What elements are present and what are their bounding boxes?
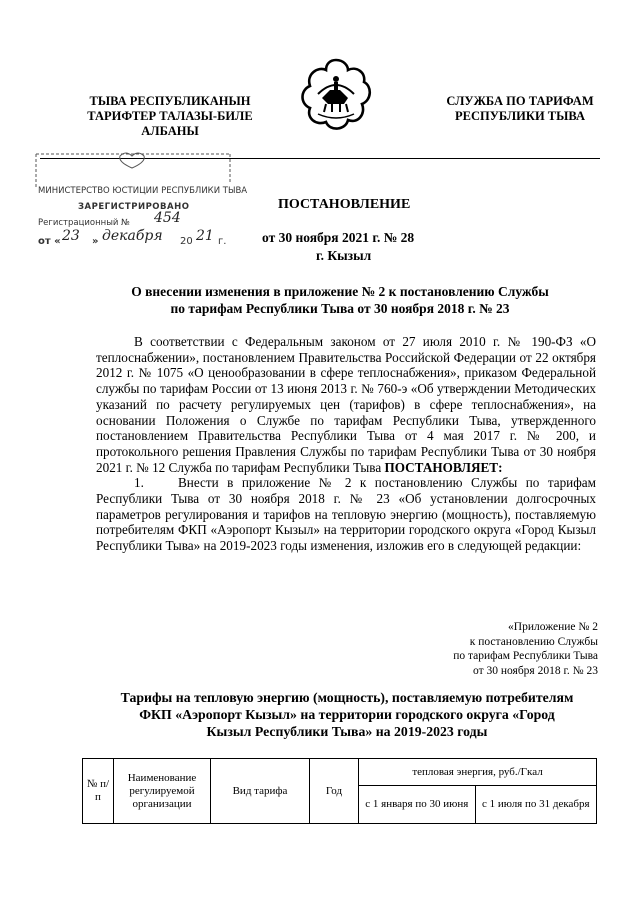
header-col-period-1: с 1 января по 30 июня <box>359 786 476 824</box>
appendix-line-2: к постановлению Службы <box>469 635 598 648</box>
header-col-period-2: с 1 июля по 31 декабря <box>475 786 596 824</box>
header-right <box>420 94 620 124</box>
document-title: ПОСТАНОВЛЕНИЕ <box>278 197 411 212</box>
table-title <box>82 689 612 740</box>
item-1-number: 1. <box>134 475 144 491</box>
subject-line-2: по тарифам Республики Тыва от 30 ноября 2018 г. № 23 <box>170 301 510 316</box>
header-col-tariff-type: Вид тарифа <box>211 759 310 824</box>
header-col-year: Год <box>310 759 359 824</box>
stamp-month: декабря <box>102 228 163 244</box>
header-left <box>70 94 270 139</box>
header-col-number: № п/п <box>83 759 114 824</box>
stamp-ministry: МИНИСТЕРСТВО ЮСТИЦИИ РЕСПУБЛИКИ ТЫВА <box>38 186 248 196</box>
subject-line-1: О внесении изменения в приложение № 2 к постановлению Службы <box>131 284 549 299</box>
preamble-paragraph <box>96 334 596 475</box>
header-left-line-3: АЛБАНЫ <box>141 124 199 138</box>
table-title-line-1: Тарифы на тепловую энергию (мощность), поставляемую потребителям <box>120 690 574 705</box>
table-title-line-3: Кызыл Республики Тыва» на 2019-2023 годы <box>206 724 488 739</box>
stamp-reg-number: 454 <box>154 210 181 226</box>
stamp-date-prefix: от « <box>38 236 61 247</box>
stamp-year-suffix: г. <box>218 236 227 247</box>
tariff-table <box>82 758 597 824</box>
stamp-year-prefix: 20 <box>180 236 193 247</box>
appendix-line-3: по тарифам Республики Тыва <box>453 650 598 662</box>
document-city: г. Кызыл <box>316 248 372 263</box>
document-body <box>96 334 596 554</box>
appendix-line-1: «Приложение № 2 <box>508 621 598 633</box>
tuva-emblem-icon <box>300 56 372 136</box>
header-col-heat-energy: тепловая энергия, руб./Гкал <box>359 759 597 786</box>
table-title-line-2: ФКП «Аэропорт Кызыл» на территории городского округа «Город <box>139 707 555 722</box>
stamp-year: 21 <box>196 228 214 244</box>
item-1-paragraph <box>96 475 596 554</box>
stamp-reg-label: Регистрационный № <box>38 218 130 228</box>
document-date: от 30 ноября 2021 г. № 28 <box>262 230 415 245</box>
item-1-text: Внести в приложение № 2 к постановлению Службы по тарифам Республики Тыва от 30 ноября 2018 г. № 23 «Об установлении долгосрочных параметров регулирования и тарифов на тепловую энергию (мощность), поставляемую потребителям ФКП «Аэропорт Кызыл» на территории городского округа «Город Кызыл Республики Тыва» на 2019-2023 годы изменения, изложив его в следующей редакции: <box>96 475 596 554</box>
header-col-organization: Наименование регулируемой организации <box>114 759 211 824</box>
header-left-line-2: ТАРИФТЕР ТАЛАЗЫ-БИЛЕ <box>87 109 253 123</box>
header-right-line-2: РЕСПУБЛИКИ ТЫВА <box>455 109 585 123</box>
stamp-date-mid: » <box>92 236 99 247</box>
stamp-day: 23 <box>62 228 80 244</box>
registration-stamp <box>34 152 248 252</box>
preamble-text: В соответствии с Федеральным законом от 27 июля 2010 г. № 190-ФЗ «О теплоснабжении», постановлением Правительства Российской Федерации от 22 октября 2012 г. № 1075 «О ценообразовании в сфере теплоснабжения», приказом Федеральной службы по тарифам России от 13 июня 2013 г. № 760-э «Об утверждении Методических указаний по расчету регулируемых цен (тарифов) в сфере теплоснабжения», на основании Положения о Службе по тарифам Республики Тыва, утвержденного постановлением Правительства Республики Тыва от 4 мая 2017 г. № 200, и протокольного решения Правления Службы по тарифам Республики Тыва от 30 ноября 2021 г. № 12 Служба по тарифам Республики Тыва <box>96 334 596 475</box>
document-subject <box>60 283 620 317</box>
table-header-row-1 <box>83 759 597 786</box>
header-right-line-1: СЛУЖБА ПО ТАРИФАМ <box>446 94 594 108</box>
stamp-registered: ЗАРЕГИСТРИРОВАНО <box>78 202 190 212</box>
header-left-line-1: ТЫВА РЕСПУБЛИКАНЫН <box>89 94 251 108</box>
appendix-line-4: от 30 ноября 2018 г. № 23 <box>472 664 598 677</box>
decree-word: ПОСТАНОВЛЯЕТ: <box>384 459 503 475</box>
appendix-reference <box>360 620 598 678</box>
